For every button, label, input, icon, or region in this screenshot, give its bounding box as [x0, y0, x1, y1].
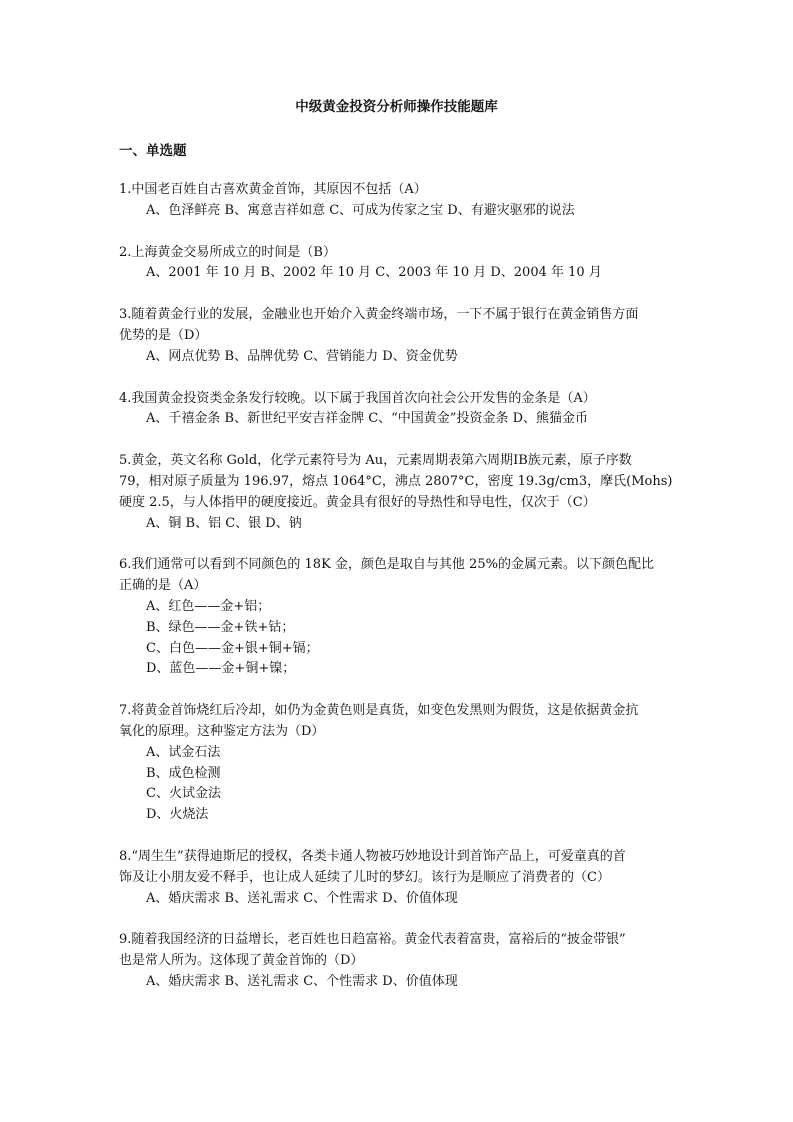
question-stem-line: 4.我国黄金投资类金条发行较晚。以下属于我国首次向社会公开发售的金条是（A）: [119, 390, 596, 406]
question-option-line: A、红色——金+铝；: [146, 598, 271, 614]
question-stem-line: 8.“周生生”获得迪斯尼的授权，各类卡通人物被巧妙地设计到首饰产品上，可爱童真的首: [119, 848, 626, 864]
question-list: [119, 180, 679, 1014]
question-item: [119, 847, 679, 909]
question-item: [119, 555, 679, 680]
question-option-line: D、蓝色——金+铜+镍；: [146, 661, 296, 677]
question-stem-line: 也是常人所为。这体现了黄金首饰的（D）: [119, 953, 364, 969]
question-stem-line: 9.随着我国经济的日益增长，老百姓也日趋富裕。黄金代表着富贵，富裕后的“披金带银”: [119, 932, 626, 948]
question-stem-line: 氧化的原理。这种鉴定方法为（D）: [119, 723, 325, 739]
question-option-line: A、2001 年 10 月 B、2002 年 10 月 C、2003 年 10 月 D、2004 年 10 月: [146, 265, 602, 281]
question-stem-line: 饰及让小朋友爱不释手，也让成人延续了儿时的梦幻。该行为是顺应了消费者的（C）: [119, 869, 610, 885]
document-title: 中级黄金投资分析师操作技能题库: [295, 99, 498, 115]
question-option-line: A、婚庆需求 B、送礼需求 C、个性需求 D、价值体现: [146, 890, 458, 906]
question-option-line: A、试金石法: [146, 744, 221, 760]
question-item: [119, 389, 679, 431]
question-option-line: A、铜 B、铝 C、银 D、钠: [146, 515, 302, 531]
question-item: [119, 451, 679, 534]
question-item: [119, 305, 679, 367]
question-option-line: A、千禧金条 B、新世纪平安吉祥金牌 C、“中国黄金”投资金条 D、熊猫金币: [146, 411, 589, 427]
question-option-line: C、火试金法: [146, 786, 221, 802]
question-stem-line: 硬度 2.5，与人体指甲的硬度接近。黄金具有很好的导热性和导电性，仅次于（C）: [119, 494, 596, 510]
question-stem-line: 优势的是（D）: [119, 327, 208, 343]
question-item: [119, 243, 679, 285]
question-item: [119, 930, 679, 992]
question-option-line: A、色泽鲜亮 B、寓意吉祥如意 C、可成为传家之宝 D、有避灾驱邪的说法: [146, 202, 575, 218]
question-option-line: C、白色——金+银+铜+镉；: [146, 640, 319, 656]
question-stem-line: 6.我们通常可以看到不同颜色的 18K 金，颜色是取自与其他 25%的金属元素。以下颜色配比: [119, 557, 654, 573]
question-stem-line: 79，相对原子质量为 196.97，熔点 1064°C，沸点 2807°C，密度 19.3g/cm3，摩氏(Mohs): [119, 473, 673, 489]
question-option-line: A、婚庆需求 B、送礼需求 C、个性需求 D、价值体现: [146, 973, 458, 989]
question-stem-line: 正确的是（A）: [119, 578, 207, 594]
question-stem-line: 5.黄金，英文名称 Gold，化学元素符号为 Au，元素周期表第六周期ⅠB族元素，原子序数: [119, 453, 632, 469]
question-item: [119, 180, 679, 222]
question-stem-line: 7.将黄金首饰烧红后冷却，如仍为金黄色则是真货，如变色发黑则为假货，这是依据黄金抗: [119, 703, 639, 719]
section-heading: 一、单选题: [119, 143, 187, 159]
question-stem-line: 1.中国老百姓自古喜欢黄金首饰，其原因不包括（A）: [119, 182, 427, 197]
question-option-line: A、网点优势 B、品牌优势 C、营销能力 D、资金优势: [146, 348, 458, 364]
question-stem-line: 3.随着黄金行业的发展，金融业也开始介入黄金终端市场，一下不属于银行在黄金销售方面: [119, 307, 639, 323]
question-option-line: D、火烧法: [146, 807, 209, 823]
question-option-line: B、绿色——金+铁+钴；: [146, 619, 295, 635]
question-option-line: B、成色检测: [146, 765, 221, 781]
question-item: [119, 701, 679, 826]
question-stem-line: 2.上海黄金交易所成立的时间是（B）: [119, 244, 336, 260]
